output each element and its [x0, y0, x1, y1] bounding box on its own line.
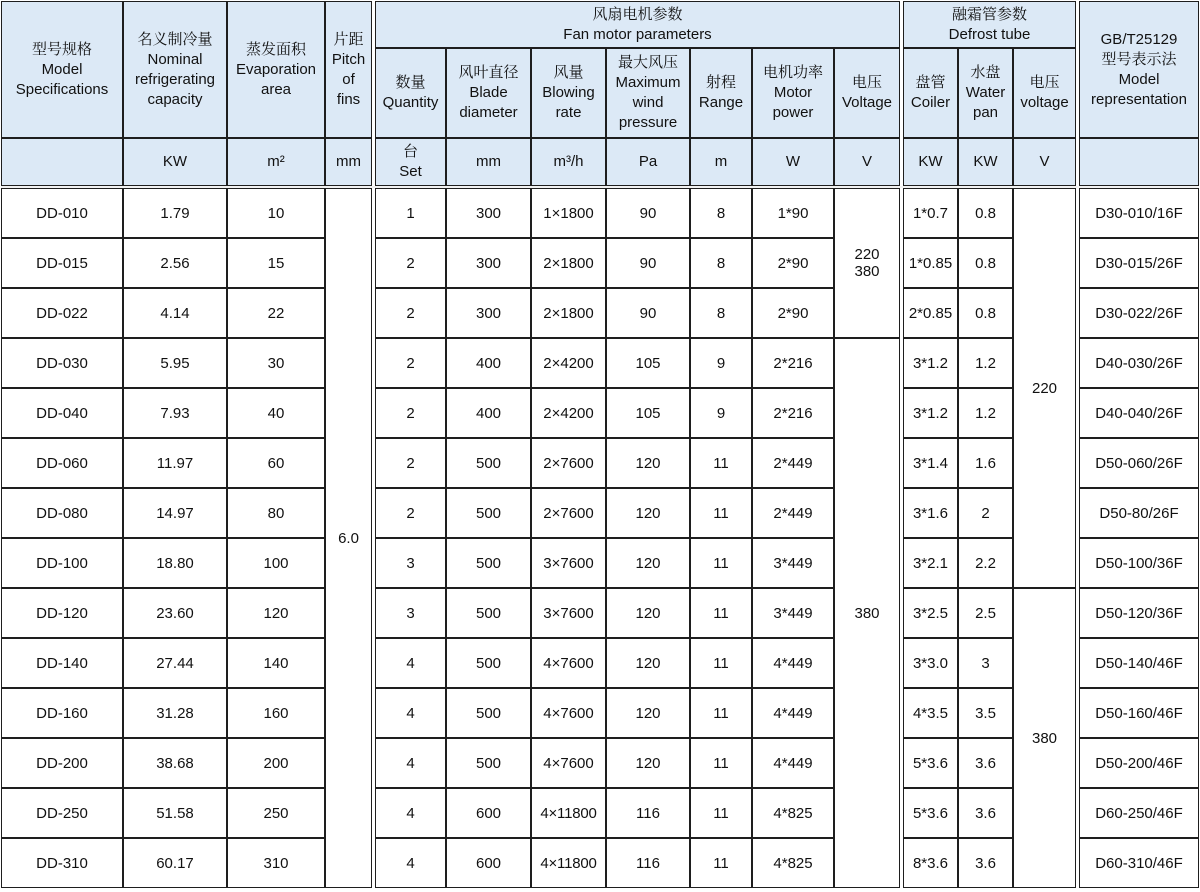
cell-power: 2*90	[752, 288, 834, 338]
cell-range: 11	[690, 638, 752, 688]
header-model-cn: 型号规格	[31, 40, 92, 58]
header-range	[690, 48, 752, 138]
cell-pressure: 90	[606, 288, 690, 338]
header-evaporation-area	[227, 1, 325, 138]
cell-pressure: 120	[606, 488, 690, 538]
cell-blade: 300	[446, 188, 531, 238]
cell-coil: 8*3.6	[903, 838, 958, 888]
cell-capacity: 14.97	[123, 488, 227, 538]
header-pressure-en1: Maximum	[615, 74, 681, 91]
cell-range: 8	[690, 288, 752, 338]
header-pressure-en3: pressure	[618, 114, 678, 131]
cell-model: DD-015	[1, 238, 123, 288]
header-nominal-en1: Nominal	[147, 50, 203, 68]
cell-range: 11	[690, 488, 752, 538]
cell-gb: D30-010/16F	[1079, 188, 1199, 238]
cell-range: 11	[690, 738, 752, 788]
cell-defrost-voltage-merged-b: 380	[1013, 588, 1076, 888]
cell-quantity: 2	[375, 288, 446, 338]
header-water-en1: Water	[965, 84, 1006, 101]
cell-capacity: 11.97	[123, 438, 227, 488]
cell-power: 4*449	[752, 638, 834, 688]
cell-pan: 0.8	[958, 288, 1013, 338]
header-row-units	[1, 138, 1199, 186]
cell-blade: 500	[446, 538, 531, 588]
cell-gb: D60-250/46F	[1079, 788, 1199, 838]
header-defrost-group-en: Defrost tube	[948, 25, 1031, 43]
cell-area: 30	[227, 338, 325, 388]
cell-model: DD-022	[1, 288, 123, 338]
header-pitch-en2: of	[342, 70, 355, 88]
unit-gb-blank	[1079, 138, 1199, 186]
cell-model: DD-080	[1, 488, 123, 538]
cell-pan: 2.5	[958, 588, 1013, 638]
header-model	[1, 1, 123, 138]
header-motor-cn: 电机功率	[762, 64, 823, 81]
cell-blade: 400	[446, 388, 531, 438]
cell-model: DD-120	[1, 588, 123, 638]
unit-pitch: mm	[325, 138, 372, 186]
cell-area: 80	[227, 488, 325, 538]
unit-blowing: m³/h	[531, 138, 606, 186]
unit-water: KW	[958, 138, 1013, 186]
cell-flow: 2×1800	[531, 288, 606, 338]
header-quantity-cn: 数量	[395, 74, 426, 91]
cell-gb: D50-060/26F	[1079, 438, 1199, 488]
header-fan-group-en: Fan motor parameters	[563, 25, 712, 43]
cell-power: 2*449	[752, 438, 834, 488]
cell-quantity: 4	[375, 788, 446, 838]
cell-capacity: 2.56	[123, 238, 227, 288]
cell-range: 11	[690, 438, 752, 488]
cell-pan: 1.2	[958, 388, 1013, 438]
cell-blade: 300	[446, 288, 531, 338]
cell-gb: D30-022/26F	[1079, 288, 1199, 338]
cell-capacity: 5.95	[123, 338, 227, 388]
cell-coil: 3*1.6	[903, 488, 958, 538]
cell-power: 2*90	[752, 238, 834, 288]
cell-area: 120	[227, 588, 325, 638]
header-nominal-capacity	[123, 1, 227, 138]
cell-model: DD-200	[1, 738, 123, 788]
cell-power: 3*449	[752, 538, 834, 588]
cell-capacity: 38.68	[123, 738, 227, 788]
header-quantity-en: Quantity	[382, 94, 439, 111]
cell-area: 22	[227, 288, 325, 338]
cell-model: DD-140	[1, 638, 123, 688]
cell-range: 9	[690, 338, 752, 388]
cell-model: DD-160	[1, 688, 123, 738]
header-evap-cn: 蒸发面积	[245, 40, 306, 58]
unit-coiler: KW	[903, 138, 958, 186]
header-nominal-en3: capacity	[147, 90, 203, 108]
header-motor-en1: Motor	[773, 84, 813, 101]
cell-coil: 4*3.5	[903, 688, 958, 738]
header-nominal-en2: refrigerating	[134, 70, 216, 88]
header-pressure-cn: 最大风压	[617, 54, 678, 71]
cell-pan: 3.6	[958, 738, 1013, 788]
cell-coil: 3*2.5	[903, 588, 958, 638]
cell-pressure: 120	[606, 688, 690, 738]
header-pitch-en3: fins	[336, 90, 361, 108]
cell-quantity: 3	[375, 588, 446, 638]
cell-area: 60	[227, 438, 325, 488]
cell-pressure: 120	[606, 588, 690, 638]
cell-area: 100	[227, 538, 325, 588]
header-blade-cn: 风叶直径	[458, 64, 519, 81]
cell-range: 9	[690, 388, 752, 438]
cell-flow: 2×7600	[531, 438, 606, 488]
header-range-cn: 射程	[705, 74, 736, 91]
header-water-en2: pan	[972, 104, 999, 121]
header-gb-en2: representation	[1091, 90, 1187, 108]
cell-range: 11	[690, 588, 752, 638]
cell-defrost-voltage-merged-a: 220	[1013, 188, 1076, 588]
header-pitch-cn: 片距	[333, 30, 364, 48]
cell-blade: 600	[446, 788, 531, 838]
cell-fan-voltage-merged-b: 380	[834, 338, 900, 888]
header-blowing-rate	[531, 48, 606, 138]
cell-blade: 500	[446, 638, 531, 688]
cell-flow: 3×7600	[531, 538, 606, 588]
unit-blade: mm	[446, 138, 531, 186]
cell-range: 8	[690, 188, 752, 238]
cell-pan: 2.2	[958, 538, 1013, 588]
cell-model: DD-060	[1, 438, 123, 488]
cell-range: 11	[690, 688, 752, 738]
header-gb-en1: Model	[1118, 70, 1160, 88]
cell-model: DD-250	[1, 788, 123, 838]
header-fan-voltage	[834, 48, 900, 138]
cell-power: 1*90	[752, 188, 834, 238]
header-pitch-of-fins	[325, 1, 372, 138]
cell-model: DD-010	[1, 188, 123, 238]
cell-power: 4*825	[752, 838, 834, 888]
table-row	[1, 188, 1199, 238]
header-evap-en1: Evaporation	[235, 60, 317, 78]
cell-gb: D40-030/26F	[1079, 338, 1199, 388]
cell-quantity: 3	[375, 538, 446, 588]
header-gb-standard	[1079, 1, 1199, 138]
unit-quantity-en: Set	[399, 163, 422, 180]
cell-range: 8	[690, 238, 752, 288]
header-motor-en2: power	[772, 104, 814, 121]
cell-flow: 4×11800	[531, 838, 606, 888]
table-row	[1, 588, 1199, 638]
cell-flow: 2×7600	[531, 488, 606, 538]
cell-quantity: 2	[375, 438, 446, 488]
header-range-en: Range	[698, 94, 744, 111]
cell-quantity: 2	[375, 388, 446, 438]
cell-capacity: 60.17	[123, 838, 227, 888]
unit-quantity-cn: 台	[402, 143, 418, 160]
header-max-wind-pressure	[606, 48, 690, 138]
header-dvoltage-cn: 电压	[1029, 74, 1060, 91]
header-gb-cn: 型号表示法	[1101, 50, 1177, 68]
cell-area: 10	[227, 188, 325, 238]
unit-range: m	[690, 138, 752, 186]
cell-flow: 4×7600	[531, 638, 606, 688]
cell-power: 4*449	[752, 688, 834, 738]
header-defrost-group-cn: 融霜管参数	[951, 5, 1027, 23]
header-quantity	[375, 48, 446, 138]
cell-pan: 3.6	[958, 838, 1013, 888]
header-model-en2: Specifications	[15, 80, 109, 98]
cell-area: 310	[227, 838, 325, 888]
header-blowing-cn: 风量	[553, 64, 584, 81]
cell-model: DD-030	[1, 338, 123, 388]
cell-gb: D30-015/26F	[1079, 238, 1199, 288]
cell-quantity: 2	[375, 488, 446, 538]
cell-coil: 2*0.85	[903, 288, 958, 338]
header-evap-en2: area	[260, 80, 292, 98]
cell-quantity: 4	[375, 838, 446, 888]
cell-area: 160	[227, 688, 325, 738]
unit-model-blank	[1, 138, 123, 186]
header-nominal-cn: 名义制冷量	[137, 30, 213, 48]
specification-table	[1, 1, 1199, 888]
cell-pressure: 116	[606, 788, 690, 838]
header-blade-diameter	[446, 48, 531, 138]
cell-coil: 3*1.2	[903, 388, 958, 438]
cell-area: 40	[227, 388, 325, 438]
cell-pressure: 90	[606, 188, 690, 238]
header-row-groups	[1, 1, 1199, 48]
cell-blade: 400	[446, 338, 531, 388]
cell-coil: 1*0.85	[903, 238, 958, 288]
cell-pressure: 105	[606, 338, 690, 388]
cell-power: 2*449	[752, 488, 834, 538]
cell-flow: 3×7600	[531, 588, 606, 638]
header-coiler	[903, 48, 958, 138]
cell-blade: 500	[446, 588, 531, 638]
cell-flow: 2×4200	[531, 388, 606, 438]
cell-gb: D40-040/26F	[1079, 388, 1199, 438]
cell-pressure: 90	[606, 238, 690, 288]
cell-gb: D60-310/46F	[1079, 838, 1199, 888]
cell-fan-voltage-merged-a	[834, 188, 900, 338]
header-dvoltage-en: voltage	[1020, 94, 1069, 111]
cell-pressure: 120	[606, 638, 690, 688]
spec-table-container	[1, 1, 1199, 888]
header-defrost-group	[903, 1, 1076, 48]
header-blade-en1: Blade	[469, 84, 508, 101]
cell-capacity: 18.80	[123, 538, 227, 588]
cell-flow: 4×7600	[531, 688, 606, 738]
header-water-pan	[958, 48, 1013, 138]
unit-nominal: KW	[123, 138, 227, 186]
cell-blade: 300	[446, 238, 531, 288]
cell-quantity: 1	[375, 188, 446, 238]
cell-power: 2*216	[752, 338, 834, 388]
header-coiler-en: Coiler	[910, 94, 951, 111]
header-blade-en2: diameter	[459, 104, 518, 121]
cell-coil: 1*0.7	[903, 188, 958, 238]
cell-coil: 3*3.0	[903, 638, 958, 688]
unit-dvoltage: V	[1013, 138, 1076, 186]
cell-flow: 2×1800	[531, 238, 606, 288]
cell-pitch-merged: 6.0	[325, 188, 372, 888]
header-model-en1: Model	[41, 60, 83, 78]
cell-area: 140	[227, 638, 325, 688]
cell-pressure: 105	[606, 388, 690, 438]
unit-quantity	[375, 138, 446, 186]
cell-blade: 500	[446, 688, 531, 738]
cell-pressure: 120	[606, 738, 690, 788]
cell-flow: 1×1800	[531, 188, 606, 238]
cell-gb: D50-160/46F	[1079, 688, 1199, 738]
cell-pan: 1.2	[958, 338, 1013, 388]
cell-quantity: 4	[375, 638, 446, 688]
cell-pan: 3	[958, 638, 1013, 688]
cell-power: 4*825	[752, 788, 834, 838]
header-fan-group-cn: 风扇电机参数	[592, 5, 683, 23]
header-pressure-en2: wind	[632, 94, 664, 111]
header-fan-motor-group	[375, 1, 900, 48]
cell-model: DD-100	[1, 538, 123, 588]
header-pitch-en1: Pitch	[331, 50, 366, 68]
cell-gb: D50-140/46F	[1079, 638, 1199, 688]
cell-quantity: 4	[375, 688, 446, 738]
cell-range: 11	[690, 538, 752, 588]
cell-pressure: 116	[606, 838, 690, 888]
unit-motor: W	[752, 138, 834, 186]
header-voltage-en: Voltage	[841, 94, 893, 111]
cell-area: 200	[227, 738, 325, 788]
cell-quantity: 4	[375, 738, 446, 788]
cell-pan: 1.6	[958, 438, 1013, 488]
cell-pan: 3.5	[958, 688, 1013, 738]
cell-coil: 3*2.1	[903, 538, 958, 588]
cell-pan: 0.8	[958, 238, 1013, 288]
cell-coil: 5*3.6	[903, 738, 958, 788]
cell-blade: 600	[446, 838, 531, 888]
cell-capacity: 1.79	[123, 188, 227, 238]
cell-coil: 3*1.2	[903, 338, 958, 388]
cell-area: 250	[227, 788, 325, 838]
unit-voltage: V	[834, 138, 900, 186]
cell-coil: 5*3.6	[903, 788, 958, 838]
cell-capacity: 51.58	[123, 788, 227, 838]
cell-capacity: 27.44	[123, 638, 227, 688]
header-defrost-voltage	[1013, 48, 1076, 138]
cell-flow: 4×11800	[531, 788, 606, 838]
cell-gb: D50-80/26F	[1079, 488, 1199, 538]
cell-area: 15	[227, 238, 325, 288]
cell-pan: 0.8	[958, 188, 1013, 238]
fan-voltage-a-line1: 220	[854, 246, 880, 263]
cell-power: 2*216	[752, 388, 834, 438]
cell-power: 3*449	[752, 588, 834, 638]
cell-flow: 4×7600	[531, 738, 606, 788]
cell-gb: D50-120/36F	[1079, 588, 1199, 638]
cell-capacity: 4.14	[123, 288, 227, 338]
cell-blade: 500	[446, 488, 531, 538]
cell-model: DD-040	[1, 388, 123, 438]
cell-pressure: 120	[606, 538, 690, 588]
cell-blade: 500	[446, 738, 531, 788]
cell-power: 4*449	[752, 738, 834, 788]
cell-range: 11	[690, 838, 752, 888]
cell-capacity: 23.60	[123, 588, 227, 638]
header-water-cn: 水盘	[970, 64, 1001, 81]
header-gb-code: GB/T25129	[1100, 30, 1178, 48]
header-motor-power	[752, 48, 834, 138]
cell-gb: D50-200/46F	[1079, 738, 1199, 788]
cell-gb: D50-100/36F	[1079, 538, 1199, 588]
cell-range: 11	[690, 788, 752, 838]
header-blowing-en2: rate	[555, 104, 582, 121]
unit-pressure: Pa	[606, 138, 690, 186]
cell-pressure: 120	[606, 438, 690, 488]
cell-model: DD-310	[1, 838, 123, 888]
header-blowing-en1: Blowing	[542, 84, 595, 101]
unit-evap: m²	[227, 138, 325, 186]
header-voltage-cn: 电压	[851, 74, 882, 91]
header-coiler-cn: 盘管	[915, 74, 946, 91]
cell-capacity: 7.93	[123, 388, 227, 438]
cell-capacity: 31.28	[123, 688, 227, 738]
cell-quantity: 2	[375, 338, 446, 388]
cell-pan: 2	[958, 488, 1013, 538]
cell-blade: 500	[446, 438, 531, 488]
cell-pan: 3.6	[958, 788, 1013, 838]
cell-quantity: 2	[375, 238, 446, 288]
cell-coil: 3*1.4	[903, 438, 958, 488]
cell-flow: 2×4200	[531, 338, 606, 388]
fan-voltage-a-line2: 380	[854, 263, 880, 280]
